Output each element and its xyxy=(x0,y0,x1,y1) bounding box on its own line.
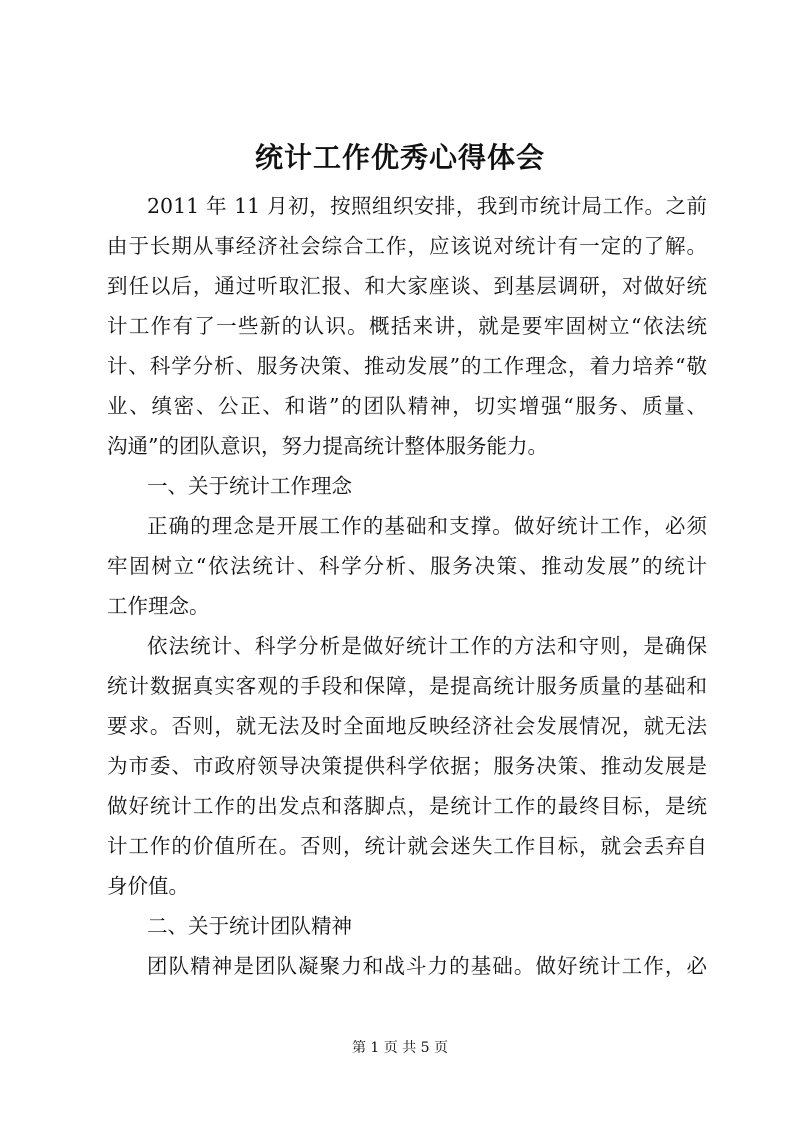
text-line: 计工作有了一些新的认识。概括来讲，就是要牢固树立“依法统 xyxy=(107,314,707,338)
section-heading: 二、关于统计团队精神 xyxy=(147,914,352,938)
text-line: 牢固树立“依法统计、科学分析、服务决策、推动发展”的统计 xyxy=(107,554,707,578)
text-line: 2011 年 11 月初，按照组织安排，我到市统计局工作。之前 xyxy=(147,194,707,218)
text-line: 要求。否则，就无法及时全面地反映经济社会发展情况，就无法 xyxy=(107,714,707,738)
document-body xyxy=(107,186,707,986)
text-line: 依法统计、科学分析是做好统计工作的方法和守则，是确保 xyxy=(147,634,707,658)
page-footer: 第 1 页 共 5 页 xyxy=(351,1040,449,1056)
text-line: 正确的理念是开展工作的基础和支撑。做好统计工作，必须 xyxy=(147,514,707,538)
text-line: 由于长期从事经济社会综合工作，应该说对统计有一定的了解。 xyxy=(107,234,707,258)
section-heading: 一、关于统计工作理念 xyxy=(147,474,352,498)
text-line: 做好统计工作的出发点和落脚点，是统计工作的最终目标，是统 xyxy=(107,794,707,818)
text-line: 计工作的价值所在。否则，统计就会迷失工作目标，就会丢弃自 xyxy=(107,834,707,858)
text-line: 为市委、市政府领导决策提供科学依据；服务决策、推动发展是 xyxy=(107,754,707,778)
text-line: 团队精神是团队凝聚力和战斗力的基础。做好统计工作，必 xyxy=(147,954,707,978)
text-line: 计、科学分析、服务决策、推动发展”的工作理念，着力培养“敬 xyxy=(107,354,707,378)
text-line: 工作理念。 xyxy=(107,594,210,618)
text-line: 身价值。 xyxy=(107,874,189,898)
text-line: 到任以后，通过听取汇报、和大家座谈、到基层调研，对做好统 xyxy=(107,274,707,298)
text-line: 业、缜密、公正、和谐”的团队精神，切实增强“服务、质量、 xyxy=(107,394,707,418)
document-title: 统计工作优秀心得体会 xyxy=(254,141,545,174)
text-line: 统计数据真实客观的手段和保障，是提高统计服务质量的基础和 xyxy=(107,674,707,698)
text-line: 沟通”的团队意识，努力提高统计整体服务能力。 xyxy=(107,434,548,458)
